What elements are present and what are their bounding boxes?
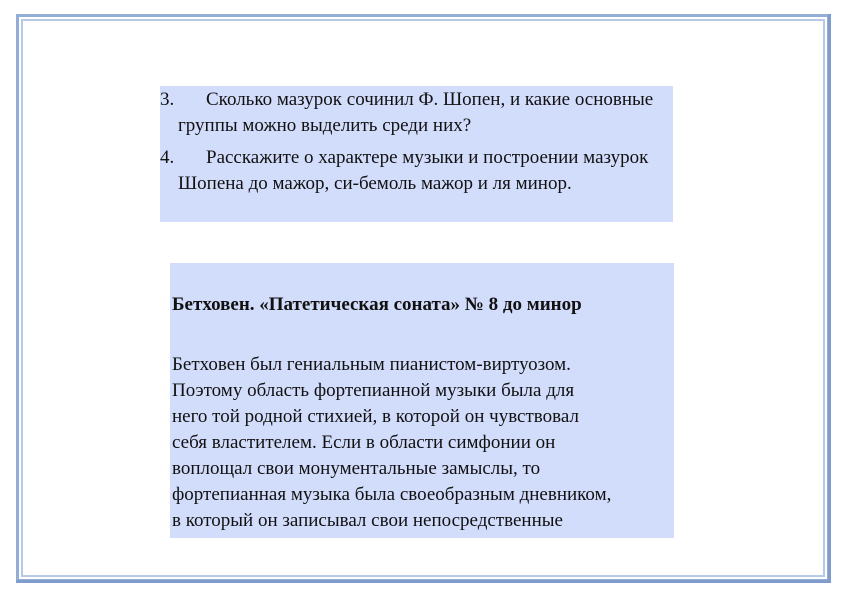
question-number: 3.: [160, 89, 175, 110]
body-line: фортепианная музыка была своеобразным дневником,: [172, 484, 612, 505]
body-line: в который он записывал свои непосредственные: [172, 510, 563, 531]
questions-box: [160, 86, 673, 222]
section-title: Бетховен. «Патетическая соната» № 8 до минор: [172, 294, 582, 315]
slide-frame-shadow-bottom: [16, 580, 831, 583]
body-line: Поэтому область фортепианной музыки была для: [172, 380, 575, 401]
beethoven-box: [170, 263, 674, 538]
question-text: Расскажите о характере музыки и построении мазурок Шопена до мажор, си-бемоль мажор и ля минор.: [178, 147, 649, 194]
section-body: [172, 352, 674, 534]
body-line: себя властителем. Если в области симфонии он: [172, 432, 556, 453]
body-line: воплощал свои монументальные замыслы, то: [172, 458, 541, 479]
question-text: Сколько мазурок сочинил Ф. Шопен, и какие основные группы можно выделить среди них?: [178, 89, 654, 136]
body-line: Бетховен был гениальным пианистом-виртуозом.: [172, 354, 571, 375]
body-line: него той родной стихией, в которой он чувствовал: [172, 406, 579, 427]
question-number: 4.: [160, 147, 175, 168]
slide-frame-shadow-right: [828, 14, 831, 582]
